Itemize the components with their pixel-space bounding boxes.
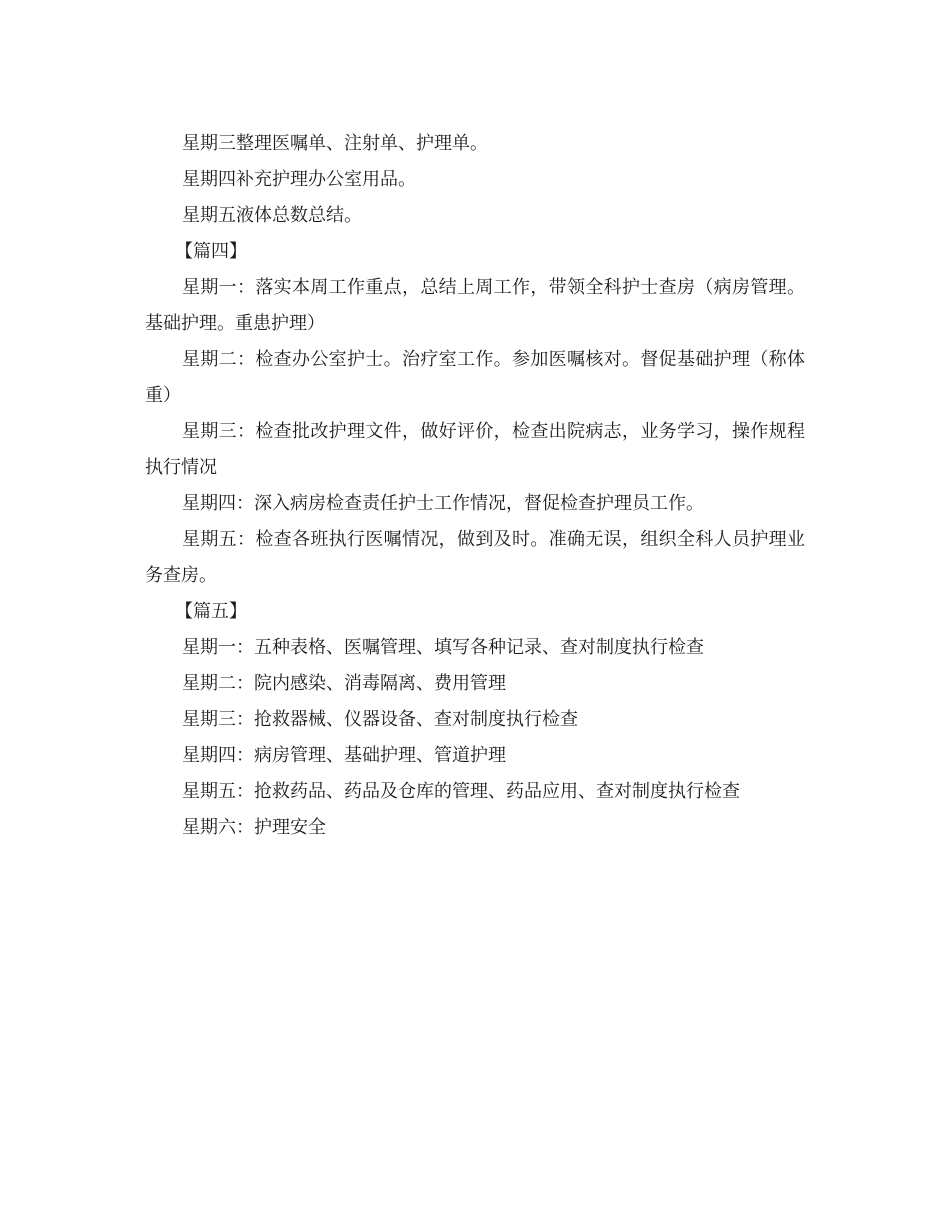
- section4-item-monday: 星期一：落实本周工作重点，总结上周工作，带领全科护士查房（病房管理。基础护理。重患护理）: [145, 277, 805, 334]
- section5-item-monday: 星期一：五种表格、医嘱管理、填写各种记录、查对制度执行检查: [182, 637, 704, 658]
- section4-item-wednesday: 星期三：检查批改护理文件，做好评价，检查出院病志，业务学习，操作规程执行情况: [145, 421, 805, 478]
- paragraph-wednesday-tasks: 星期三整理医嘱单、注射单、护理单。: [182, 133, 488, 154]
- section5-item-friday: 星期五：抢救药品、药品及仓库的管理、药品应用、查对制度执行检查: [182, 781, 740, 802]
- section4-item-friday: 星期五：检查各班执行医嘱情况，做到及时。准确无误，组织全科人员护理业务查房。: [145, 529, 805, 586]
- section-heading-5: 【篇五】: [175, 601, 247, 622]
- section5-item-saturday: 星期六：护理安全: [182, 817, 326, 838]
- section5-item-wednesday: 星期三：抢救器械、仪器设备、查对制度执行检查: [182, 709, 578, 730]
- section5-item-tuesday: 星期二：院内感染、消毒隔离、费用管理: [182, 673, 506, 694]
- section5-item-thursday: 星期四：病房管理、基础护理、管道护理: [182, 745, 506, 766]
- document-body: [145, 126, 805, 846]
- section-heading-4: 【篇四】: [175, 241, 247, 262]
- paragraph-thursday-tasks: 星期四补充护理办公室用品。: [182, 169, 416, 190]
- section4-item-tuesday: 星期二：检查办公室护士。治疗室工作。参加医嘱核对。督促基础护理（称体重）: [145, 349, 805, 406]
- paragraph-friday-tasks: 星期五液体总数总结。: [182, 205, 362, 226]
- section4-item-thursday: 星期四：深入病房检查责任护士工作情况，督促检查护理员工作。: [182, 493, 704, 514]
